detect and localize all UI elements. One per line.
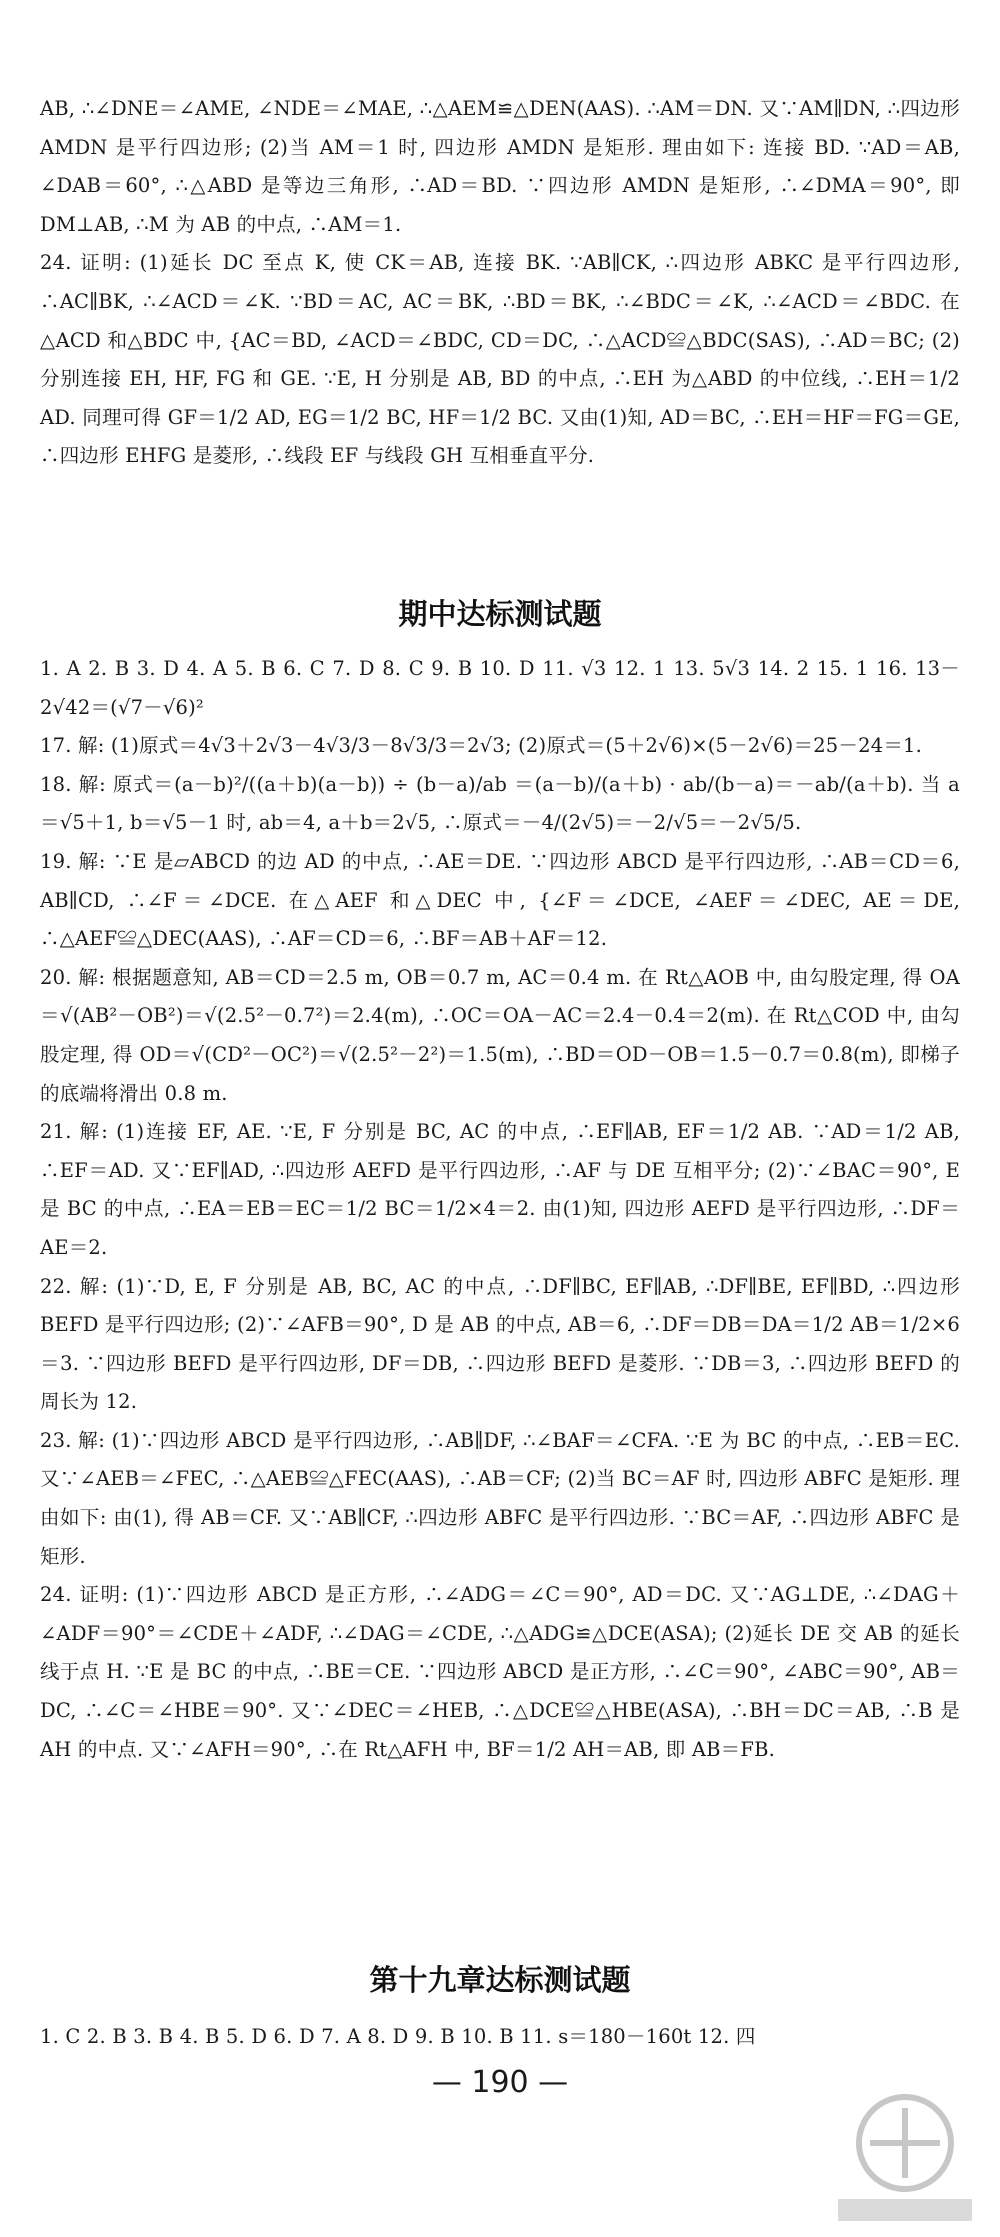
section-heading-midterm: 期中达标测试题 — [398, 597, 602, 631]
answer-23: 23. 解: (1)∵四边形 ABCD 是平行四边形, ∴AB∥DF, ∴∠BAF＝∠CFA. ∵E 为 BC 的中点, ∴EB＝EC. 又∵∠AEB＝∠FEC, ∴△AEB≌△FEC(AAS), ∴AB＝CF; (2)当 BC＝AF 时, 四边形 ABFC 是矩形. 理由如下: 由(1), 得 AB＝CF. 又∵AB∥CF, ∴四边形 ABFC 是平行四边形. ∵BC＝AF, ∴四边形 ABFC 是矩形. — [40, 1428, 960, 1568]
answer-22: 22. 解: (1)∵D, E, F 分别是 AB, BC, AC 的中点, ∴DF∥BC, EF∥AB, ∴DF∥BE, EF∥BD, ∴四边形 BEFD 是平行四边形; (2)∵∠AFB＝90°, D 是 AB 的中点, AB＝6, ∴DF＝DB＝DA＝1/2 AB＝1/2×6＝3. ∵四边形 BEFD 是平行四边形, DF＝DB, ∴四边形 BEFD 是菱形. ∵DB＝3, ∴四边形 BEFD 的周长为 12. — [40, 1274, 960, 1414]
answer-19: 19. 解: ∵E 是▱ABCD 的边 AD 的中点, ∴AE＝DE. ∵四边形 ABCD 是平行四边形, ∴AB＝CD＝6, AB∥CD, ∴∠F＝∠DCE. 在△AEF 和△DEC 中, {∠F＝∠DCE, ∠AEF＝∠DEC, AE＝DE, ∴△AEF≌△DEC(AAS), ∴AF＝CD＝6, ∴BF＝AB＋AF＝12. — [40, 849, 960, 951]
section-heading-chapter19: 第十九章达标测试题 — [369, 1963, 631, 1997]
paragraph: AB, ∴∠DNE＝∠AME, ∠NDE＝∠MAE, ∴△AEM≌△DEN(AAS). ∴AM＝DN. 又∵AM∥DN, ∴四边形 AMDN 是平行四边形; (2)当 AM＝1 时, 四边形 AMDN 是矩形. 理由如下: 连接 BD. ∵AD＝AB, ∠DAB＝60°, ∴△ABD 是等边三角形, ∴AD＝BD. ∵四边形 AMDN 是矩形, ∴∠DMA＝90°, 即 DM⊥AB, ∴M 为 AB 的中点, ∴AM＝1. — [40, 97, 960, 236]
answers-chapter19 — [40, 2018, 960, 2057]
answer-21: 21. 解: (1)连接 EF, AE. ∵E, F 分别是 BC, AC 的中点, ∴EF∥AB, EF＝1/2 AB. ∵AD＝1/2 AB, ∴EF＝AD. 又∵EF∥AD, ∴四边形 AEFD 是平行四边形, ∴AF 与 DE 互相平分; (2)∵∠BAC＝90°, E 是 BC 的中点, ∴EA＝EB＝EC＝1/2 BC＝1/2×4＝2. 由(1)知, 四边形 AEFD 是平行四边形, ∴DF＝AE＝2. — [40, 1120, 960, 1259]
answers-choice: 1. A 2. B 3. D 4. A 5. B 6. C 7. D 8. C 9. B 10. D 11. √3 12. 1 13. 5√3 14. 2 15. 1 16. 13－2√42＝(√7－√6)² — [40, 657, 960, 719]
paragraph: 24. 证明: (1)延长 DC 至点 K, 使 CK＝AB, 连接 BK. ∵AB∥CK, ∴四边形 ABKC 是平行四边形, ∴AC∥BK, ∴∠ACD＝∠K. ∵BD＝AC, AC＝BK, ∴BD＝BK, ∴∠BDC＝∠K, ∴∠ACD＝∠BDC. 在△ACD 和△BDC 中, {AC＝BD, ∠ACD＝∠BDC, CD＝DC, ∴△ACD≌△BDC(SAS), ∴AD＝BC; (2)分别连接 EH, HF, FG 和 GE. ∵E, H 分别是 AB, BD 的中点, ∴EH 为△ABD 的中位线, ∴EH＝1/2 AD. 同理可得 GF＝1/2 AD, EG＝1/2 BC, HF＝1/2 BC. 又由(1)知, AD＝BC, ∴EH＝HF＝FG＝GE, ∴四边形 EHFG 是菱形, ∴线段 EF 与线段 GH 互相垂直平分. — [40, 251, 960, 468]
answer-24: 24. 证明: (1)∵四边形 ABCD 是正方形, ∴∠ADG＝∠C＝90°, AD＝DC. 又∵AG⊥DE, ∴∠DAG＋∠ADF＝90°＝∠CDE＋∠ADF, ∴∠DAG＝∠CDE, ∴△ADG≌△DCE(ASA); (2)延长 DE 交 AB 的延长线于点 H. ∵E 是 BC 的中点, ∴BE＝CE. ∵四边形 ABCD 是正方形, ∴∠C＝90°, ∠ABC＝90°, AB＝DC, ∴∠C＝∠HBE＝90°. 又∵∠DEC＝∠HEB, ∴△DCE≌△HBE(ASA), ∴BH＝DC＝AB, ∴B 是 AH 的中点. 又∵∠AFH＝90°, ∴在 Rt△AFH 中, BF＝1/2 AH＝AB, 即 AB＝FB. — [40, 1583, 960, 1761]
answer-block-midterm — [40, 650, 960, 1769]
page-number: — 190 — — [431, 2065, 569, 2100]
answer-block-prev — [40, 90, 960, 476]
answer-18: 18. 解: 原式＝(a－b)²/((a＋b)(a－b)) ÷ (b－a)/ab ＝(a－b)/(a＋b) · ab/(b－a)＝－ab/(a＋b). 当 a＝√5＋1, b＝√5－1 时, ab＝4, a＋b＝2√5, ∴原式＝－4/(2√5)＝－2/√5＝－2√5/5. — [40, 772, 960, 835]
watermark-logo — [820, 2081, 990, 2231]
answer-17: 17. 解: (1)原式＝4√3＋2√3－4√3/3－8√3/3＝2√3; (2)原式＝(5＋2√6)×(5－2√6)＝25－24＝1. — [40, 734, 923, 758]
answers-choice: 1. C 2. B 3. B 4. B 5. D 6. D 7. A 8. D 9. B 10. B 11. s＝180－160t 12. 四 — [40, 2025, 756, 2048]
answer-20: 20. 解: 根据题意知, AB＝CD＝2.5 m, OB＝0.7 m, AC＝0.4 m. 在 Rt△AOB 中, 由勾股定理, 得 OA＝√(AB²－OB²)＝√(2.5²－0.7²)＝2.4(m), ∴OC＝OA－AC＝2.4－0.4＝2(m). 在 Rt△COD 中, 由勾股定理, 得 OD＝√(CD²－OC²)＝√(2.5²－2²)＝1.5(m), ∴BD＝OD－OB＝1.5－0.7＝0.8(m), 即梯子的底端将滑出 0.8 m. — [40, 965, 960, 1105]
